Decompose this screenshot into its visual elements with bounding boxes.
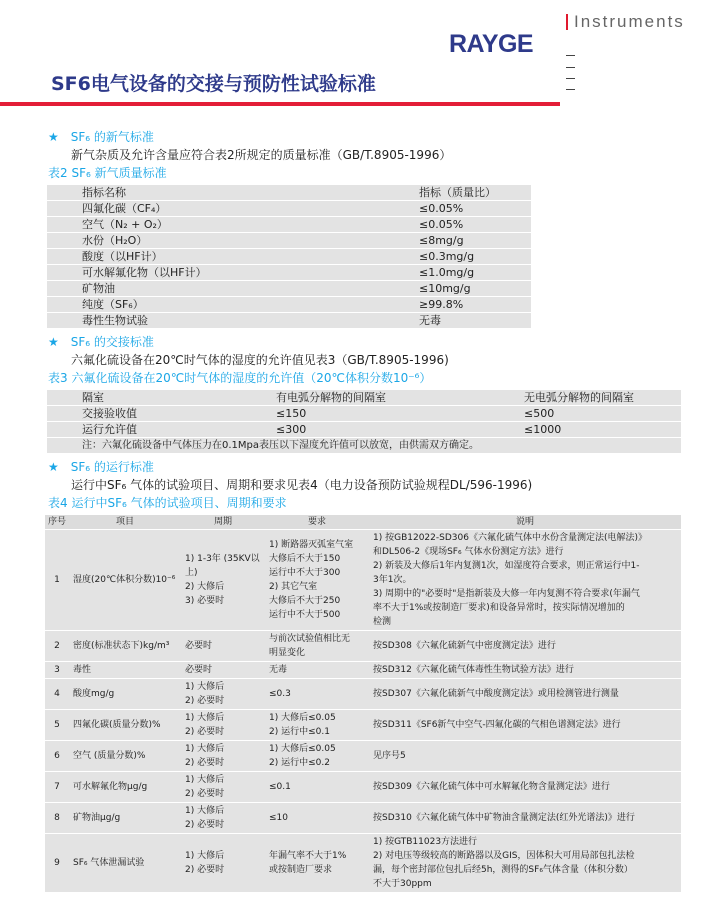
table-cell: 湿度(20℃体积分数)10⁻⁶ [69,530,181,630]
page-title: SF6电气设备的交接与预防性试验标准 [51,73,376,95]
table-cell: 矿物油 [47,281,419,296]
table-cell: 必要时 [181,631,265,661]
section-heading-new-gas [48,128,681,146]
section-heading-text: SF₆ 的新气标准 [70,130,154,144]
table-row [45,710,681,740]
table-cell: 毒性 [69,662,181,678]
table-row [45,772,681,802]
column-header: 说明 [369,515,681,529]
table-cell: 酸度（以HF计） [47,249,419,264]
table-cell: 3 [45,662,69,678]
table-row [47,265,531,280]
table-cell: ≤8mg/g [419,233,531,248]
table-row [47,281,531,296]
table-note-row [47,438,681,453]
column-header: 无电弧分解物的间隔室 [524,390,681,405]
table-cell: 可水解氟化物（以HF计） [47,265,419,280]
section-text: 六氟化硫设备在20℃时气体的湿度的允许值见表3（GB/T.8905-1996) [71,353,449,367]
table-cell: 按SD311《SF6新气中空气-四氟化碳的气相色谱测定法》进行 [369,710,681,740]
column-header: 指标（质量比） [419,185,531,200]
column-header: 序号 [45,515,69,529]
table-row [47,406,681,421]
table-cell: ≤0.1 [265,772,369,802]
table-cell: ≤10 [265,803,369,833]
rayge-logo: RAYGE [449,30,534,58]
table-row [47,249,531,264]
table-cell: 必要时 [181,662,265,678]
table-caption: 表4 运行中SF₆ 气体的试验项目、周期和要求 [48,496,287,510]
table-cell: ≤0.3mg/g [419,249,531,264]
dash-decoration [566,67,575,68]
table-cell: ≤0.3 [265,679,369,709]
section-heading-handover [48,333,681,351]
title-underline [0,102,560,106]
star-icon: ★ [48,335,59,349]
table-cell: 按SD310《六氟化硫气体中矿物油含量测定法(红外光谱法)》进行 [369,803,681,833]
table-row [45,803,681,833]
table-cell: 6 [45,741,69,771]
table-cell: 1) 大修后 2) 必要时 [181,741,265,771]
table-cell: 按SD308《六氟化硫新气中密度测定法》进行 [369,631,681,661]
star-icon: ★ [48,130,59,144]
table-cell: 密度(标准状态下)kg/m³ [69,631,181,661]
table-cell: ≤10mg/g [419,281,531,296]
table-cell: 1) 大修后≤0.05 2) 运行中≤0.1 [265,710,369,740]
dash-decoration [566,89,575,90]
table-row [45,530,681,630]
table-header-row [47,390,681,405]
table-cell: ≤0.05% [419,217,531,232]
section-heading-text: SF₆ 的交接标准 [70,335,154,349]
table-row [47,217,531,232]
table-cell: 按SD309《六氟化硫气体中可水解氟化物含量测定法》进行 [369,772,681,802]
table-caption: 表2 SF₆ 新气质量标准 [48,166,167,180]
table-header-row [47,185,531,200]
table-cell: ≤150 [276,406,524,421]
section-text: 运行中SF₆ 气体的试验项目、周期和要求见表4（电力设备预防试验规程DL/596-1996) [71,478,533,492]
table-cell: 年漏气率不大于1% 或按制造厂要求 [265,834,369,892]
table-cell: 1) 大修后 2) 必要时 [181,710,265,740]
table-cell: 纯度（SF₆） [47,297,419,312]
table-cell: 1) 断路器灭弧室气室 大修后不大于150 运行中不大于300 2) 其它气室 大修后不大于250 运行中不大于500 [265,530,369,630]
table-row [47,313,531,328]
table-cell: 1) 大修后 2) 必要时 [181,772,265,802]
table-cell: 按SD307《六氟化硫新气中酸度测定法》或用检测管进行测量 [369,679,681,709]
section-heading-operation [48,458,681,476]
table-row [45,834,681,892]
table-cell: 毒性生物试验 [47,313,419,328]
table-cell: 8 [45,803,69,833]
table-cell: 1 [45,530,69,630]
table-row [45,631,681,661]
table-cell: ≤1.0mg/g [419,265,531,280]
table-cell: ≤0.05% [419,201,531,216]
table-cell: 与前次试验值相比无 明显变化 [265,631,369,661]
table-cell: 1) 大修后 2) 必要时 [181,803,265,833]
table-cell: 5 [45,710,69,740]
table-header-row [45,515,681,529]
section-heading-text: SF₆ 的运行标准 [70,460,154,474]
page-header [0,0,727,110]
table-row [47,233,531,248]
dash-decoration [566,78,575,79]
table-row [45,662,681,678]
table-cell: 1) 按GTB11023方法进行 2) 对电压等级较高的断路器以及GIS，因体积大可用局部包扎法检 漏，每个密封部位包扎后经5h，测得的SF₆气体含量（体积分数） 不大于30ppm [369,834,681,892]
table-cell: 空气（N₂ + O₂） [47,217,419,232]
table-cell: 交接验收值 [47,406,276,421]
column-header: 有电弧分解物的间隔室 [276,390,524,405]
operation-test-table [45,514,681,893]
table-cell: 7 [45,772,69,802]
table-cell: 可水解氟化物μg/g [69,772,181,802]
table-cell: 1) 1-3年 (35KV以上) 2) 大修后 3) 必要时 [181,530,265,630]
column-header: 隔室 [47,390,276,405]
table-cell: 1) 按GB12022-SD306《六氟化硫气体中水份含量测定法(电解法)》 和DL506-2《现场SF₆ 气体水份测定方法》进行 2) 新装及大修后1年内复测1次，如湿度符合要求，则正常运行中1- 3年1次。 3) 周期中的"必要时"是指新装及大修一年内复测不符合要求(年漏气 率不大于1%或按制造厂要求)和设备异常时，按实际情况增加的 检测 [369,530,681,630]
table-note: 注：六氟化硫设备中气体压力在0.1Mpa表压以下湿度允许值可以放宽，由供需双方确定。 [47,438,681,453]
column-header: 周期 [181,515,265,529]
table-row [47,297,531,312]
table-cell: 1) 大修后≤0.05 2) 运行中≤0.2 [265,741,369,771]
new-gas-quality-table [47,184,531,329]
table-row [47,422,681,437]
table-cell: 酸度mg/g [69,679,181,709]
table-cell: 见序号5 [369,741,681,771]
table-cell: SF₆ 气体泄漏试验 [69,834,181,892]
page-content [0,110,727,907]
table-cell: 四氟化碳（CF₄） [47,201,419,216]
table-cell: ≤300 [276,422,524,437]
table-row [47,201,531,216]
table-cell: 4 [45,679,69,709]
table-cell: 四氟化碳(质量分数)% [69,710,181,740]
humidity-allowance-table [47,389,681,454]
table-cell: 无毒 [265,662,369,678]
column-header: 要求 [265,515,369,529]
table-cell: 1) 大修后 2) 必要时 [181,834,265,892]
dash-decoration [566,55,575,56]
table-cell: 1) 大修后 2) 必要时 [181,679,265,709]
table-cell: 2 [45,631,69,661]
table-cell: 矿物油μg/g [69,803,181,833]
table-caption: 表3 六氟化硫设备在20℃时气体的湿度的允许值（20℃体积分数10⁻⁶） [48,371,432,385]
table-cell: 9 [45,834,69,892]
table-cell: 按SD312《六氟化硫气体毒性生物试验方法》进行 [369,662,681,678]
column-header: 项目 [69,515,181,529]
table-cell: ≤500 [524,406,681,421]
table-cell: 空气 (质量分数)% [69,741,181,771]
table-cell: 水份（H₂O） [47,233,419,248]
instruments-tagline: Instruments [566,14,685,30]
table-row [45,679,681,709]
table-cell: 无毒 [419,313,531,328]
column-header: 指标名称 [47,185,419,200]
table-cell: ≥99.8% [419,297,531,312]
table-cell: 运行允许值 [47,422,276,437]
table-cell: ≤1000 [524,422,681,437]
section-text: 新气杂质及允许含量应符合表2所规定的质量标准（GB/T.8905-1996） [71,148,452,162]
table-row [45,741,681,771]
star-icon: ★ [48,460,59,474]
